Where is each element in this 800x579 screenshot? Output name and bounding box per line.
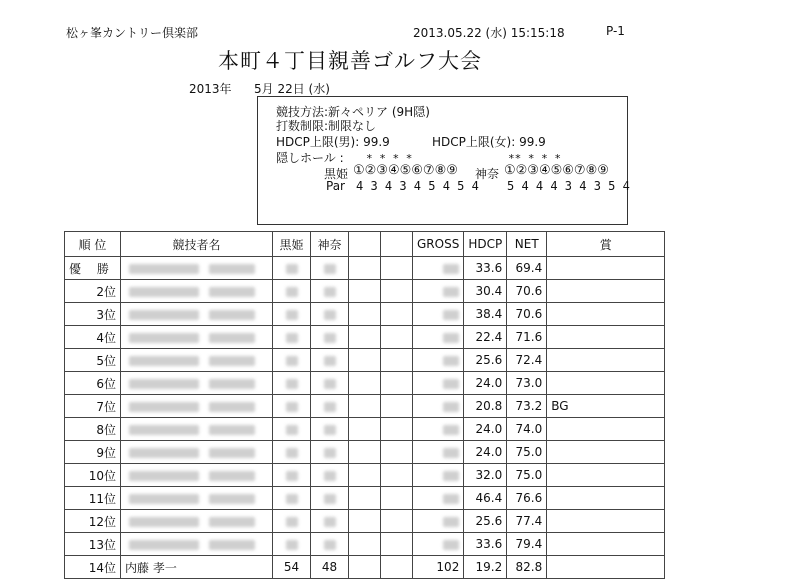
event-year: 2013年: [189, 82, 232, 96]
rank-value: 11位: [88, 491, 116, 506]
cell-hdcp: [464, 441, 507, 464]
hdcp-value: 24.0: [475, 422, 503, 436]
net-value: 73.0: [515, 376, 543, 390]
rank-value: 9位: [96, 445, 116, 460]
cell-prize: [547, 349, 665, 372]
cell-k: [273, 280, 311, 303]
table-row: [65, 556, 665, 579]
name-value: 内藤 孝一: [125, 560, 177, 575]
cell-empty: [381, 280, 413, 303]
rank-value: 12位: [88, 514, 116, 529]
cell-name: [121, 464, 273, 487]
cell-net: [507, 533, 547, 556]
rank-value: 13位: [88, 537, 116, 552]
cell-rank: [65, 395, 121, 418]
cell-prize: [547, 418, 665, 441]
cell-j: [311, 533, 349, 556]
rank-value: 10位: [88, 468, 116, 483]
cell-j: [311, 303, 349, 326]
net-value: 75.0: [515, 445, 543, 459]
cell-j: [311, 280, 349, 303]
cell-empty: [381, 257, 413, 280]
cell-name: [121, 303, 273, 326]
cell-j: [311, 556, 349, 579]
redacted-mark: [443, 402, 459, 412]
redacted-mark: [286, 402, 298, 412]
cell-gross: [413, 395, 464, 418]
cell-j: [311, 464, 349, 487]
redacted-mark: [209, 540, 255, 550]
cell-empty: [349, 280, 381, 303]
cell-name: [121, 349, 273, 372]
hdcp-female-text: HDCP上限(女): 99.9: [432, 135, 546, 149]
cell-name: [121, 395, 273, 418]
redacted-mark: [209, 448, 255, 458]
cell-gross: [413, 372, 464, 395]
cell-j: [311, 257, 349, 280]
cell-rank: [65, 418, 121, 441]
redacted-mark: [324, 402, 336, 412]
cell-net: [507, 464, 547, 487]
cell-prize: [547, 280, 665, 303]
redacted-mark: [443, 425, 459, 435]
col-net-header: NET: [507, 232, 547, 257]
col-hdcp-header: HDCP: [464, 232, 507, 257]
redacted-mark: [443, 333, 459, 343]
cell-j: [311, 441, 349, 464]
redacted-mark: [443, 379, 459, 389]
hdcp-value: 33.6: [475, 261, 503, 275]
table-row: [65, 441, 665, 464]
cell-rank: [65, 464, 121, 487]
cell-k: [273, 533, 311, 556]
redacted-mark: [209, 287, 255, 297]
cell-j: [311, 510, 349, 533]
cell-hdcp: [464, 280, 507, 303]
redacted-mark: [129, 402, 199, 412]
cell-k: [273, 326, 311, 349]
cell-empty: [381, 441, 413, 464]
redacted-mark: [324, 540, 336, 550]
redacted-mark: [209, 264, 255, 274]
redacted-mark: [129, 471, 199, 481]
rank-value: 2位: [96, 284, 116, 299]
redacted-mark: [129, 356, 199, 366]
j-value: 48: [321, 560, 338, 574]
hdcp-value: 30.4: [475, 284, 503, 298]
cell-empty: [349, 303, 381, 326]
redacted-mark: [324, 379, 336, 389]
course2-name: 神奈: [475, 167, 500, 181]
redacted-mark: [286, 379, 298, 389]
cell-j: [311, 326, 349, 349]
redacted-mark: [209, 379, 255, 389]
course1-holes: ①②③④⑤⑥⑦⑧⑨: [353, 163, 458, 178]
cell-prize: [547, 487, 665, 510]
cell-name: [121, 418, 273, 441]
net-value: 71.6: [515, 330, 543, 344]
redacted-mark: [324, 333, 336, 343]
redacted-mark: [324, 494, 336, 504]
cell-name: [121, 441, 273, 464]
net-value: 82.8: [515, 560, 543, 574]
redacted-mark: [129, 310, 199, 320]
cell-hdcp: [464, 349, 507, 372]
cell-empty: [381, 395, 413, 418]
cell-prize: [547, 257, 665, 280]
redacted-mark: [209, 356, 255, 366]
redacted-mark: [324, 264, 336, 274]
redacted-mark: [129, 494, 199, 504]
cell-j: [311, 487, 349, 510]
tournament-title: 本町４丁目親善ゴルフ大会: [218, 49, 482, 73]
net-value: 77.4: [515, 514, 543, 528]
redacted-mark: [209, 402, 255, 412]
table-row: [65, 372, 665, 395]
redacted-mark: [443, 471, 459, 481]
cell-rank: [65, 441, 121, 464]
cell-prize: [547, 372, 665, 395]
net-value: 79.4: [515, 537, 543, 551]
cell-name: [121, 510, 273, 533]
redacted-mark: [129, 425, 199, 435]
cell-k: [273, 441, 311, 464]
cell-rank: [65, 372, 121, 395]
col-gross-header: GROSS: [413, 232, 464, 257]
gross-value: 102: [436, 560, 460, 574]
rank-value: 14位: [88, 560, 116, 575]
cell-empty: [381, 533, 413, 556]
table-row: [65, 487, 665, 510]
hdcp-value: 22.4: [475, 330, 503, 344]
cell-net: [507, 349, 547, 372]
cell-gross: [413, 487, 464, 510]
table-header-row: [65, 232, 665, 257]
cell-hdcp: [464, 533, 507, 556]
hdcp-value: 19.2: [475, 560, 503, 574]
cell-net: [507, 372, 547, 395]
cell-empty: [381, 303, 413, 326]
cell-empty: [349, 395, 381, 418]
redacted-mark: [209, 471, 255, 481]
event-date: 5月 22日 (水): [254, 82, 330, 96]
net-value: 73.2: [515, 399, 543, 413]
cell-j: [311, 372, 349, 395]
cell-name: [121, 487, 273, 510]
redacted-mark: [209, 517, 255, 527]
hdcp-male-text: HDCP上限(男): 99.9: [276, 135, 390, 149]
cell-gross: [413, 556, 464, 579]
cell-rank: [65, 556, 121, 579]
hdcp-value: 38.4: [475, 307, 503, 321]
redacted-mark: [443, 448, 459, 458]
cell-net: [507, 326, 547, 349]
cell-net: [507, 303, 547, 326]
cell-gross: [413, 418, 464, 441]
cell-rank: [65, 257, 121, 280]
redacted-mark: [286, 540, 298, 550]
club-name: 松ヶ峯カントリー倶楽部: [66, 26, 199, 40]
cell-j: [311, 418, 349, 441]
cell-empty: [381, 464, 413, 487]
cell-hdcp: [464, 257, 507, 280]
cell-empty: [349, 441, 381, 464]
cell-k: [273, 556, 311, 579]
col-empty1-header: [349, 232, 381, 257]
cell-gross: [413, 464, 464, 487]
cell-hdcp: [464, 464, 507, 487]
net-value: 70.6: [515, 284, 543, 298]
table-row: [65, 349, 665, 372]
redacted-mark: [324, 517, 336, 527]
hdcp-value: 25.6: [475, 514, 503, 528]
col-kanagawa-header: 神奈: [311, 232, 349, 257]
cell-name: [121, 372, 273, 395]
table-row: [65, 510, 665, 533]
redacted-mark: [443, 517, 459, 527]
net-value: 70.6: [515, 307, 543, 321]
method-text: 競技方法:新々ペリア (9H隠): [276, 105, 430, 119]
rank-value: 8位: [96, 422, 116, 437]
redacted-mark: [129, 448, 199, 458]
results-table: [64, 231, 665, 579]
cell-prize: [547, 395, 665, 418]
cell-empty: [381, 510, 413, 533]
cell-net: [507, 510, 547, 533]
cell-rank: [65, 510, 121, 533]
col-rank-header: 順 位: [65, 232, 121, 257]
course2-stars: ** * * *: [508, 152, 561, 165]
cell-k: [273, 349, 311, 372]
cell-empty: [349, 326, 381, 349]
cell-empty: [349, 510, 381, 533]
redacted-mark: [286, 471, 298, 481]
print-datetime: 2013.05.22 (水) 15:15:18: [413, 26, 565, 40]
net-value: 69.4: [515, 261, 543, 275]
hdcp-value: 24.0: [475, 376, 503, 390]
redacted-mark: [443, 264, 459, 274]
cell-k: [273, 418, 311, 441]
cell-net: [507, 280, 547, 303]
redacted-mark: [286, 333, 298, 343]
redacted-mark: [324, 425, 336, 435]
redacted-mark: [324, 356, 336, 366]
cell-prize: [547, 326, 665, 349]
table-row: [65, 395, 665, 418]
redacted-mark: [129, 379, 199, 389]
course1-name: 黒姫: [324, 167, 349, 181]
cell-empty: [381, 372, 413, 395]
cell-empty: [381, 349, 413, 372]
cell-net: [507, 441, 547, 464]
table-row: [65, 533, 665, 556]
cell-net: [507, 487, 547, 510]
prize-value: BG: [551, 399, 569, 413]
cell-gross: [413, 257, 464, 280]
cell-prize: [547, 510, 665, 533]
page-number: P-1: [606, 24, 625, 38]
cell-rank: [65, 280, 121, 303]
net-value: 75.0: [515, 468, 543, 482]
hdcp-value: 25.6: [475, 353, 503, 367]
redacted-mark: [286, 310, 298, 320]
cell-empty: [349, 487, 381, 510]
cell-j: [311, 349, 349, 372]
redacted-mark: [286, 287, 298, 297]
redacted-mark: [286, 494, 298, 504]
redacted-mark: [286, 425, 298, 435]
cell-prize: [547, 441, 665, 464]
cell-hdcp: [464, 326, 507, 349]
cell-net: [507, 395, 547, 418]
cell-empty: [381, 418, 413, 441]
col-name-header: 競技者名: [121, 232, 273, 257]
cell-empty: [349, 533, 381, 556]
cell-name: [121, 556, 273, 579]
par-label: Par: [326, 179, 345, 193]
redacted-mark: [286, 517, 298, 527]
cell-empty: [381, 326, 413, 349]
table-row: [65, 464, 665, 487]
table-row: [65, 418, 665, 441]
net-value: 76.6: [515, 491, 543, 505]
k-value: 54: [283, 560, 300, 574]
cell-empty: [349, 349, 381, 372]
redacted-mark: [443, 310, 459, 320]
course1-par: 4 3 4 3 4 5 4 5 4: [356, 179, 479, 193]
table-row: [65, 326, 665, 349]
cell-prize: [547, 464, 665, 487]
cell-gross: [413, 280, 464, 303]
redacted-mark: [443, 356, 459, 366]
redacted-mark: [286, 448, 298, 458]
cell-gross: [413, 441, 464, 464]
cell-k: [273, 487, 311, 510]
competition-info-box: [257, 96, 628, 225]
cell-empty: [349, 556, 381, 579]
cell-empty: [349, 418, 381, 441]
cell-rank: [65, 349, 121, 372]
rank-value: 6位: [96, 376, 116, 391]
cell-net: [507, 556, 547, 579]
cell-gross: [413, 533, 464, 556]
hdcp-value: 33.6: [475, 537, 503, 551]
net-value: 74.0: [515, 422, 543, 436]
cell-empty: [381, 556, 413, 579]
rank-value: 優 勝: [69, 261, 115, 276]
redacted-mark: [129, 287, 199, 297]
cell-hdcp: [464, 395, 507, 418]
cell-k: [273, 510, 311, 533]
redacted-mark: [209, 333, 255, 343]
cell-rank: [65, 487, 121, 510]
redacted-mark: [209, 494, 255, 504]
cell-name: [121, 533, 273, 556]
col-empty2-header: [381, 232, 413, 257]
cell-rank: [65, 303, 121, 326]
cell-gross: [413, 303, 464, 326]
limit-text: 打数制限:制限なし: [276, 119, 377, 133]
net-value: 72.4: [515, 353, 543, 367]
redacted-mark: [286, 264, 298, 274]
redacted-mark: [129, 333, 199, 343]
cell-hdcp: [464, 487, 507, 510]
cell-hdcp: [464, 303, 507, 326]
cell-k: [273, 372, 311, 395]
col-prize-header: 賞: [547, 232, 665, 257]
cell-hdcp: [464, 418, 507, 441]
redacted-mark: [443, 540, 459, 550]
cell-empty: [349, 372, 381, 395]
redacted-mark: [129, 540, 199, 550]
cell-empty: [349, 464, 381, 487]
cell-prize: [547, 533, 665, 556]
cell-k: [273, 303, 311, 326]
cell-gross: [413, 349, 464, 372]
cell-name: [121, 280, 273, 303]
cell-hdcp: [464, 510, 507, 533]
redacted-mark: [209, 310, 255, 320]
table-row: [65, 303, 665, 326]
redacted-mark: [286, 356, 298, 366]
rank-value: 7位: [96, 399, 116, 414]
cell-k: [273, 257, 311, 280]
cell-k: [273, 464, 311, 487]
hdcp-value: 20.8: [475, 399, 503, 413]
table-row: [65, 257, 665, 280]
hdcp-value: 24.0: [475, 445, 503, 459]
hdcp-value: 46.4: [475, 491, 503, 505]
hdcp-value: 32.0: [475, 468, 503, 482]
redacted-mark: [324, 287, 336, 297]
redacted-mark: [209, 425, 255, 435]
cell-rank: [65, 533, 121, 556]
redacted-mark: [324, 310, 336, 320]
col-kurohime-header: 黒姫: [273, 232, 311, 257]
cell-empty: [349, 257, 381, 280]
cell-empty: [381, 487, 413, 510]
redacted-mark: [443, 287, 459, 297]
cell-rank: [65, 326, 121, 349]
redacted-mark: [324, 471, 336, 481]
cell-gross: [413, 510, 464, 533]
cell-k: [273, 395, 311, 418]
redacted-mark: [443, 494, 459, 504]
hidden-holes-label: 隠しホール :: [276, 151, 344, 165]
rank-value: 3位: [96, 307, 116, 322]
rank-value: 5位: [96, 353, 116, 368]
cell-hdcp: [464, 372, 507, 395]
redacted-mark: [129, 517, 199, 527]
cell-net: [507, 257, 547, 280]
redacted-mark: [129, 264, 199, 274]
rank-value: 4位: [96, 330, 116, 345]
course2-holes: ①②③④⑤⑥⑦⑧⑨: [504, 163, 609, 178]
course1-stars: * * * *: [366, 152, 413, 165]
cell-prize: [547, 303, 665, 326]
cell-j: [311, 395, 349, 418]
cell-name: [121, 326, 273, 349]
cell-prize: [547, 556, 665, 579]
cell-hdcp: [464, 556, 507, 579]
course2-par: 5 4 4 4 3 4 3 5 4: [507, 179, 630, 193]
cell-net: [507, 418, 547, 441]
redacted-mark: [324, 448, 336, 458]
cell-gross: [413, 326, 464, 349]
cell-name: [121, 257, 273, 280]
table-row: [65, 280, 665, 303]
